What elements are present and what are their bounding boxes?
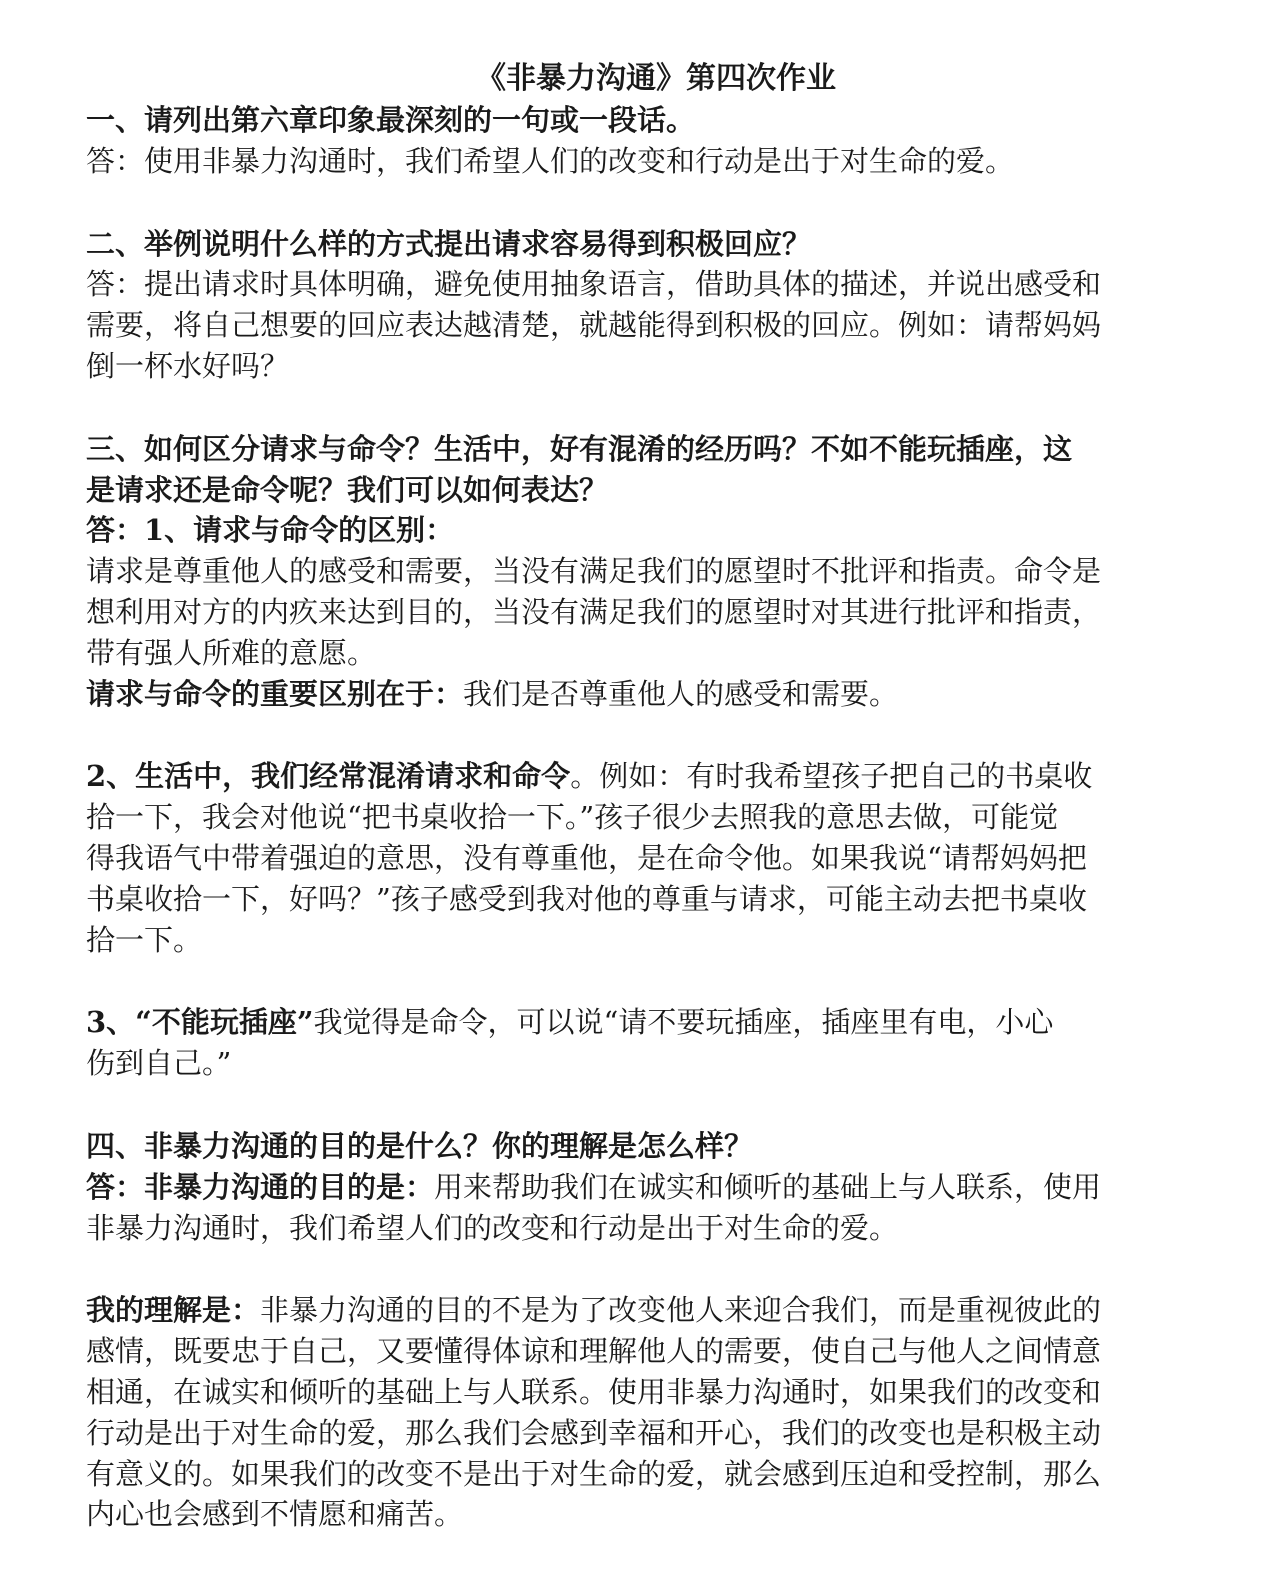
answer-3-key-difference	[86, 674, 1186, 715]
answer-3-part1-line: 请求是尊重他人的感受和需要，当没有满足我们的愿望时不批评和指责。命令是	[86, 554, 1102, 589]
answer-4-understanding-line: 内心也会感到不情愿和痛苦。	[86, 1497, 464, 1532]
key-difference-text: 我们是否尊重他人的感受和需要。	[463, 676, 899, 711]
answer-3-part3-first-line	[86, 1002, 1186, 1043]
question-4: 四、非暴力沟通的目的是什么？你的理解是怎么样？	[86, 1128, 754, 1163]
answer-2-line: 倒一杯水好吗？	[86, 348, 290, 383]
answer-3-part2-line: 书桌收拾一下，好吗？”孩子感受到我对他的尊重与请求，可能主动去把书桌收	[86, 881, 1087, 916]
question-3-line: 是请求还是命令呢？我们可以如何表达？	[86, 472, 609, 507]
answer-4-understanding-line: 感情，既要忠于自己，又要懂得体谅和理解他人的需要，使自己与他人之间情意	[86, 1334, 1102, 1369]
answer-3-part1-line: 带有强人所难的意愿。	[86, 635, 377, 670]
answer-3-part1-line: 想利用对方的内疚来达到目的，当没有满足我们的愿望时对其进行批评和指责，	[86, 594, 1102, 629]
purpose-text: 用来帮助我们在诚实和倾听的基础上与人联系，使用	[434, 1169, 1102, 1204]
part3-label: 3、“不能玩插座”	[86, 1005, 314, 1040]
part3-text: 我觉得是命令，可以说“请不要玩插座，插座里有电，小心	[313, 1005, 1054, 1040]
answer-4-purpose-first-line	[86, 1167, 1186, 1208]
document-page	[86, 58, 1186, 1535]
answer-3-part1-heading: 答：1、请求与命令的区别：	[86, 513, 455, 548]
part2-label: 2、生活中，我们经常混淆请求和命令	[86, 759, 571, 794]
answer-4-understanding-line: 相通，在诚实和倾听的基础上与人联系。使用非暴力沟通时，如果我们的改变和	[86, 1374, 1102, 1409]
answer-4-purpose-line: 非暴力沟通时，我们希望人们的改变和行动是出于对生命的爱。	[86, 1210, 899, 1245]
answer-2-line: 需要，将自己想要的回应表达越清楚，就越能得到积极的回应。例如：请帮妈妈	[86, 308, 1102, 343]
understanding-text: 非暴力沟通的目的不是为了改变他人来迎合我们，而是重视彼此的	[260, 1293, 1102, 1328]
document-title: 《非暴力沟通》第四次作业	[476, 61, 836, 96]
answer-2-line: 答：提出请求时具体明确，避免使用抽象语言，借助具体的描述，并说出感受和	[86, 267, 1102, 302]
answer-3-part2-line: 拾一下。	[86, 922, 203, 957]
answer-4-understanding-first-line	[86, 1290, 1186, 1331]
part2-text: 。例如：有时我希望孩子把自己的书桌收	[570, 759, 1093, 794]
answer-3-part3-line: 伤到自己。”	[86, 1046, 232, 1081]
key-difference-label: 请求与命令的重要区别在于：	[86, 676, 464, 711]
question-3-line: 三、如何区分请求与命令？生活中，好有混淆的经历吗？不如不能玩插座，这	[86, 431, 1073, 466]
answer-1-line: 答：使用非暴力沟通时，我们希望人们的改变和行动是出于对生命的爱。	[86, 143, 1015, 178]
answer-4-understanding-line: 行动是出于对生命的爱，那么我们会感到幸福和开心，我们的改变也是积极主动	[86, 1415, 1102, 1450]
answer-3-part2-first-line	[86, 756, 1186, 797]
answer-3-part2-line: 得我语气中带着强迫的意思，没有尊重他，是在命令他。如果我说“请帮妈妈把	[86, 840, 1087, 875]
answer-3-part2-line: 拾一下，我会对他说“把书桌收拾一下。”孩子很少去照我的意思去做，可能觉	[86, 800, 1059, 835]
purpose-label: 答：非暴力沟通的目的是：	[86, 1169, 435, 1204]
question-1: 一、请列出第六章印象最深刻的一句或一段话。	[86, 103, 696, 137]
understanding-label: 我的理解是：	[86, 1293, 261, 1328]
answer-4-understanding-line: 有意义的。如果我们的改变不是出于对生命的爱，就会感到压迫和受控制，那么	[86, 1456, 1102, 1491]
question-2: 二、举例说明什么样的方式提出请求容易得到积极回应？	[86, 226, 812, 261]
